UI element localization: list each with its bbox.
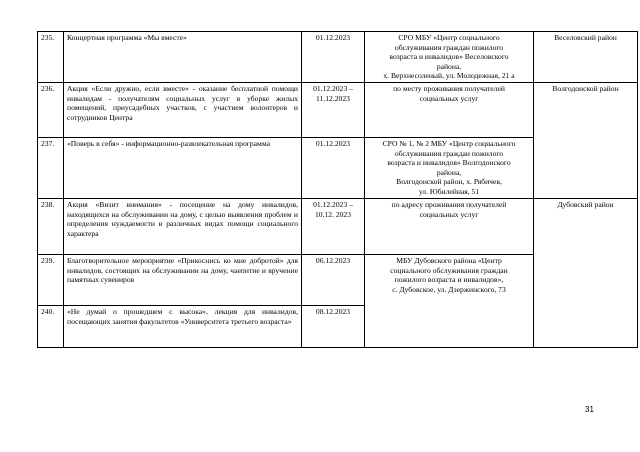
table-row — [38, 198, 638, 254]
event-date: 01.12.2023 – 10.12. 2023 — [302, 198, 365, 254]
event-date: 08.12.2023 — [302, 305, 365, 347]
event-name: Акция «Если дружно, если вместе» - оказание бесплатной помощи инвалидам - получателям социальных услуг в уборке жилых помещений, приусадебных участков, с участием волонтеров и сотрудников Центра — [64, 82, 302, 137]
row-number: 240. — [38, 305, 64, 347]
district-dubovsky: Дубовский район — [534, 198, 638, 347]
event-date: 06.12.2023 — [302, 254, 365, 305]
event-place: по месту проживания получателей социальных услуг — [365, 82, 534, 137]
event-name: Благотворительное мероприятие «Прикоснись ко мне добротой» для инвалидов, состоящих на обслуживании на дому, чаепитие и вручение памятных сувениров — [64, 254, 302, 305]
table-row — [38, 32, 638, 83]
event-place: СРО № 1, № 2 МБУ «Центр социального обслуживания граждан пожилого возраста и инвалидов» Волгодонского района, Волгодонской район, х. Рябичев, ул. Юбилейная, 51 — [365, 137, 534, 198]
event-name: Концертная программа «Мы вместе» — [64, 32, 302, 83]
district-veselovsky: Веселовский район — [534, 32, 638, 83]
row-number: 237. — [38, 137, 64, 198]
event-date: 01.12.2023 — [302, 137, 365, 198]
event-name: «Не думай о прошедшем с высока», лекция для инвалидов, посещающих занятия факультетов «Университета третьего возраста» — [64, 305, 302, 347]
row-number: 238. — [38, 198, 64, 254]
event-date: 01.12.2023 — [302, 32, 365, 83]
row-number: 236. — [38, 82, 64, 137]
event-place-shared: МБУ Дубовского района «Центр социального обслуживания граждан пожилого возраста и инвалидов», с. Дубовское, ул. Дзержинского, 73 — [365, 254, 534, 347]
table-row — [38, 82, 638, 137]
row-number: 239. — [38, 254, 64, 305]
row-number: 235. — [38, 32, 64, 83]
events-table — [37, 31, 638, 348]
district-volgodonskoy: Волгодонской район — [534, 82, 638, 198]
event-name: «Поверь в себя» - информационно-развлекательная программа — [64, 137, 302, 198]
event-place: по адресу проживания получателей социальных услуг — [365, 198, 534, 254]
event-name: Акция «Визит внимания» - посещение на дому инвалидов, находящихся на обслуживании на дому, с целью выявления проблем и определения нуждаемости в различных видах помощи социального характера — [64, 198, 302, 254]
event-date: 01.12.2023 – 11.12.2023 — [302, 82, 365, 137]
page-number: 31 — [585, 405, 594, 414]
event-place: СРО МБУ «Центр социального обслуживания граждан пожилого возраста и инвалидов» Веселовского района, х. Верхнесоленый, ул. Молодежная, 21 а — [365, 32, 534, 83]
